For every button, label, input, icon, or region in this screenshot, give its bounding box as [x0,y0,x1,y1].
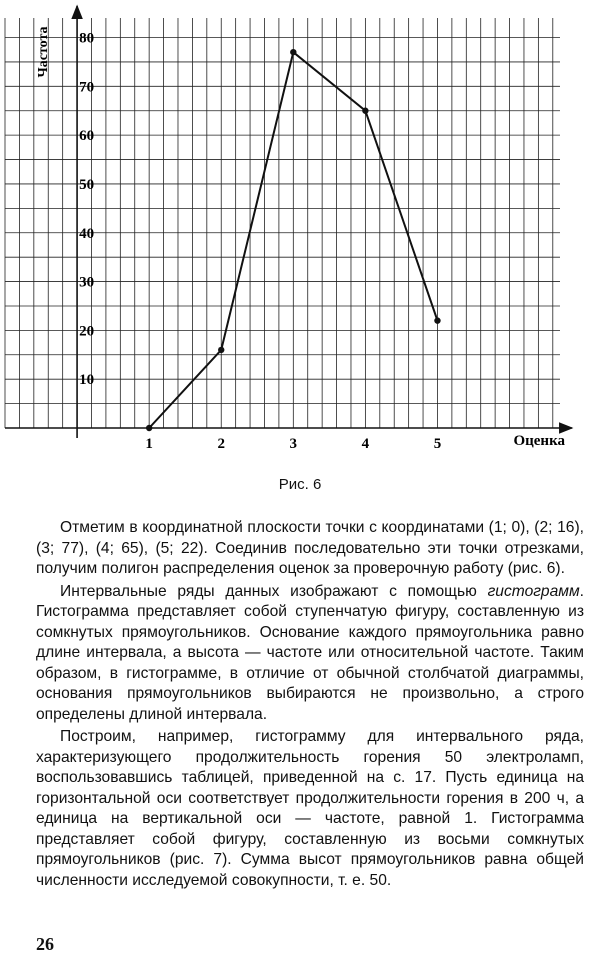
data-point [146,425,152,431]
y-axis-label: Частота [36,26,51,78]
y-tick-label: 50 [79,176,95,193]
y-tick-label: 80 [79,30,95,47]
y-tick-label: 40 [79,225,95,242]
data-point [362,108,368,114]
y-tick-label: 20 [79,323,95,340]
y-tick-label: 10 [79,372,95,389]
y-tick-label: 30 [79,274,95,291]
y-tick-label: 60 [79,128,95,145]
emphasis-term: гистограмм [487,582,580,600]
paragraph [36,582,584,726]
paragraph: Отметим в координатной плоскости точки с координатами (1; 0), (2; 16), (3; 77), (4; 65), (5; 22). Соединив последовательно эти точки отрезками, получим полигон распределения оценок за проверочную работу (рис. 6). [36,519,584,577]
paragraph: Построим, например, гистограмму для интервального ряда, характеризующего продолжительность горения 50 электроламп, воспользовавшись таблицей, приведенной на с. 17. Пусть единица на горизонтальной оси соответствует продолжительности горения в 200 ч, а единица на вертикальной оси — частоте, равной 1. Гистограмма представляет собой фигуру, составленную из восьми сомкнутых прямоугольников (рис. 7). Сумма высот прямоугольников равна общей численности исследуемой совокупности, т. е. 50. [36,728,584,889]
frequency-polygon-chart [0,0,600,470]
x-tick-label: 4 [361,436,370,452]
paragraph-text: . Гистограмма представляет собой ступенчатую фигуру, составленную из сомкнутых прямоугольников. Основание каждого прямоугольника равно длине интервала, а высота — частоте или относительной частоте. Таким образом, в гистограмме, в отличие от обычной столбчатой диаграммы, основания прямоугольников выбираются не произвольно, а строго определены длиной интервала. [36,582,584,723]
x-tick-label: 5 [433,436,442,452]
x-tick-label: 3 [289,436,298,452]
data-point [290,49,296,55]
data-point [218,347,224,353]
tick-labels [79,31,441,452]
page-number: 26 [36,934,54,954]
x-tick-label: 1 [145,436,153,452]
paragraph-text: Интервальные ряды данных изображают с помощью [60,582,488,600]
data-point [434,317,440,323]
y-tick-label: 70 [79,79,95,96]
x-axis-label: Оценка [513,433,565,449]
figure-caption: Рис. 6 [278,476,322,493]
body-text [36,518,584,893]
x-tick-label: 2 [217,436,225,452]
